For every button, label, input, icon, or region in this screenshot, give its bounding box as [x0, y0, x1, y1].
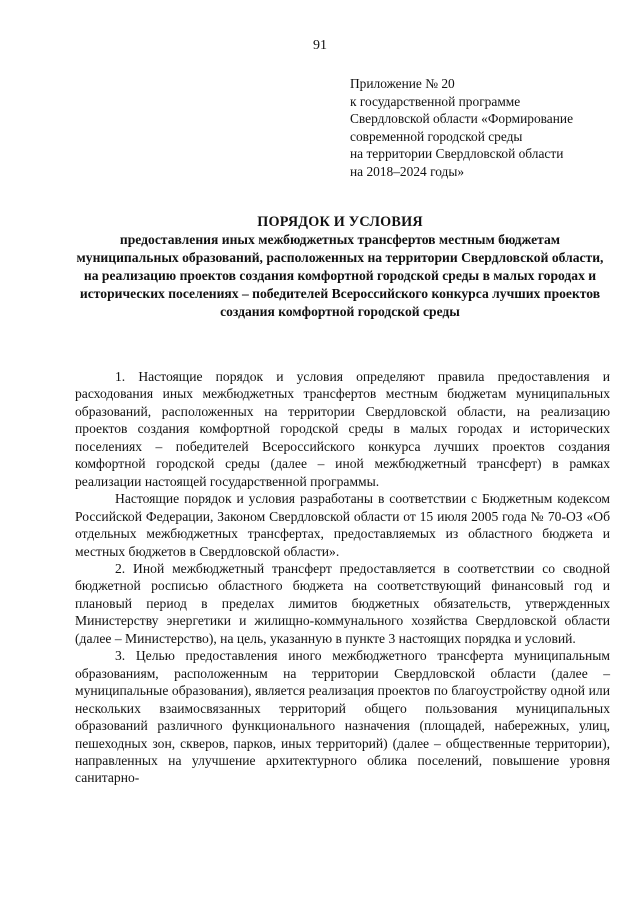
document-body [75, 368, 610, 787]
title-main: ПОРЯДОК И УСЛОВИЯ [257, 214, 423, 230]
appendix-line: современной городской среды [350, 128, 523, 144]
paragraph: 1. Настоящие порядок и условия определяют правила предоставления и расходования иных межбюджетных трансфертов местным бюджетам муниципальных образований, расположенных на территории Свердловской области, на реализацию проектов создания комфортной городской среды в малых городах и исторических поселениях – победителей Всероссийского конкурса лучших проектов создания комфортной городской среды (далее – иной межбюджетный трансферт) в рамках реализации настоящей государственной программы. [75, 369, 610, 489]
appendix-line: Приложение № 20 [350, 76, 455, 91]
title-subtitle: предоставления иных межбюджетных трансфертов местным бюджетам муниципальных образований, расположенных на территории Свердловской области, на реализацию проектов создания комфортной городской среды в малых городах и исторических поселениях – победителей Всероссийского конкурса лучших проектов создания комфортной городской среды [76, 232, 604, 319]
page-number: 91 [313, 38, 327, 53]
paragraph: 2. Иной межбюджетный трансферт предоставляется в соответствии со сводной бюджетной росписью областного бюджета на соответствующий финансовый год и плановый период в пределах лимитов бюджетных обязательств, утвержденных Министерству энергетики и жилищно-коммунального хозяйства Свердловской области (далее – Министерство), на цель, указанную в пункте 3 настоящих порядка и условий. [75, 560, 610, 646]
appendix-line: к государственной программе [350, 93, 521, 109]
appendix-line: Свердловской области «Формирование [350, 111, 574, 126]
appendix-line: на 2018–2024 годы» [350, 163, 465, 179]
document-title [70, 213, 610, 321]
appendix-line: на территории Свердловской области [350, 146, 564, 161]
paragraph: 3. Целью предоставления иного межбюджетного трансферта муниципальным образованиям, расположенным на территории Свердловской области (далее – муниципальные образования), является реализация проектов по благоустройству одной или нескольких взаимосвязанных территорий общего пользования муниципальных образований различного функционального назначения (площадей, набережных, улиц, пешеходных зон, скверов, парков, иных территорий) (далее – общественные территории), направленных на улучшение архитектурного облика поселений, повышение уровня санитарно- [75, 648, 610, 786]
paragraph: Настоящие порядок и условия разработаны в соответствии с Бюджетным кодексом Российской Федерации, Законом Свердловской области от 15 июля 2005 года № 70-ОЗ «Об отдельных межбюджетных трансфертах, предоставляемых из областного бюджета и местных бюджетов в Свердловской области». [75, 491, 610, 559]
appendix-header [350, 75, 620, 180]
